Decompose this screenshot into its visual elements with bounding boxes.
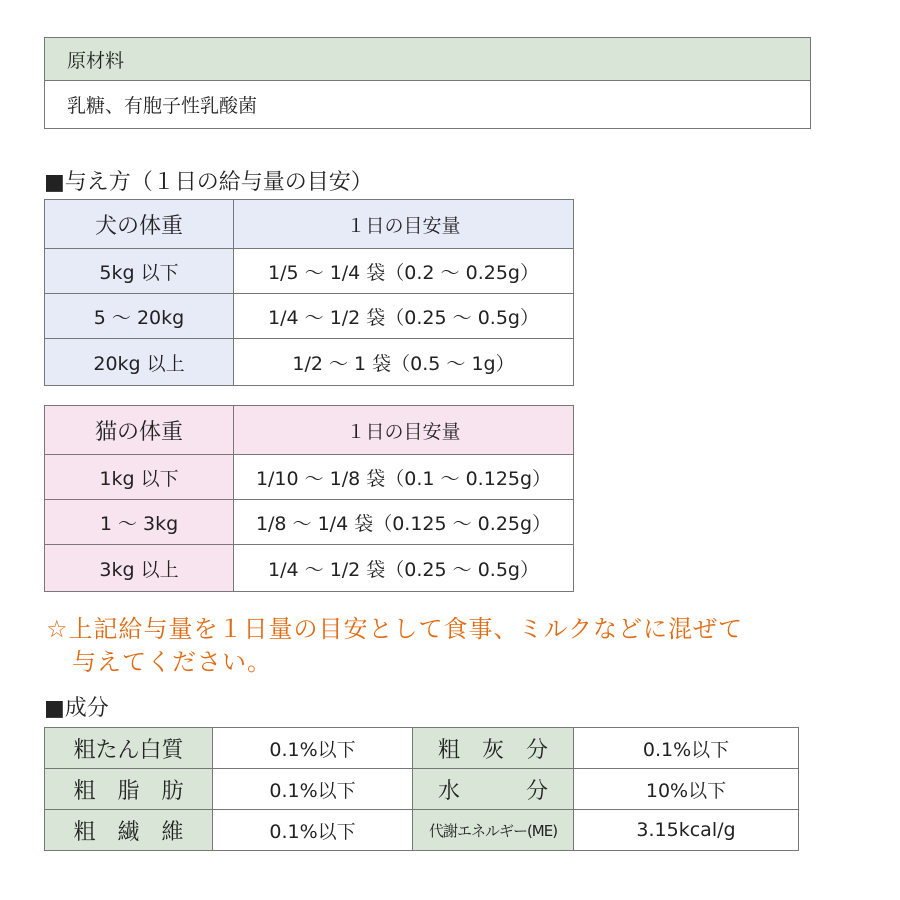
feeding-note-line2: 与えてください。 bbox=[72, 648, 272, 676]
dog-amount-cell: 1/4 ～ 1/2 袋（0.25 ～ 0.5g） bbox=[233, 293, 574, 339]
cat-weight-cell: 1 ～ 3kg bbox=[44, 499, 234, 545]
composition-value: 0.1%以下 bbox=[212, 727, 413, 769]
composition-title: ■成分 bbox=[44, 696, 109, 721]
dog-amount-header: １日の目安量 bbox=[233, 199, 574, 249]
dog-weight-cell: 20kg 以上 bbox=[44, 338, 234, 386]
cat-amount-cell: 1/4 ～ 1/2 袋（0.25 ～ 0.5g） bbox=[233, 544, 574, 592]
cat-weight-header: 猫の体重 bbox=[44, 405, 234, 455]
composition-label: 粗 脂 肪 bbox=[44, 768, 213, 810]
composition-value: 0.1%以下 bbox=[573, 727, 799, 769]
ingredients-header bbox=[44, 37, 811, 81]
composition-value: 0.1%以下 bbox=[212, 768, 413, 810]
ingredients-label: 原材料 bbox=[67, 49, 125, 72]
composition-label: 粗 灰 分 bbox=[412, 727, 574, 769]
feeding-title: ■与え方（１日の給与量の目安） bbox=[44, 170, 373, 195]
ingredients-value: 乳糖、有胞子性乳酸菌 bbox=[67, 95, 258, 117]
cat-weight-cell: 1kg 以下 bbox=[44, 454, 234, 500]
composition-value: 10%以下 bbox=[573, 768, 799, 810]
cat-amount-cell: 1/8 ～ 1/4 袋（0.125 ～ 0.25g） bbox=[233, 499, 574, 545]
composition-value: 3.15kcal/g bbox=[573, 809, 799, 851]
cat-amount-header: １日の目安量 bbox=[233, 405, 574, 455]
composition-label: 代謝エネルギー(ME) bbox=[412, 809, 574, 851]
composition-label: 粗たん白質 bbox=[44, 727, 213, 769]
composition-label: 粗 繊 維 bbox=[44, 809, 213, 851]
dog-weight-header: 犬の体重 bbox=[44, 199, 234, 249]
composition-value: 0.1%以下 bbox=[212, 809, 413, 851]
feeding-note-line1: ☆上記給与量を１日量の目安として食事、ミルクなどに混ぜて bbox=[46, 615, 744, 643]
dog-amount-cell: 1/2 ～ 1 袋（0.5 ～ 1g） bbox=[233, 338, 574, 386]
cat-weight-cell: 3kg 以上 bbox=[44, 544, 234, 592]
composition-label: 水 分 bbox=[412, 768, 574, 810]
ingredients-body bbox=[44, 80, 811, 129]
cat-amount-cell: 1/10 ～ 1/8 袋（0.1 ～ 0.125g） bbox=[233, 454, 574, 500]
dog-amount-cell: 1/5 ～ 1/4 袋（0.2 ～ 0.25g） bbox=[233, 248, 574, 294]
dog-weight-cell: 5kg 以下 bbox=[44, 248, 234, 294]
dog-weight-cell: 5 ～ 20kg bbox=[44, 293, 234, 339]
